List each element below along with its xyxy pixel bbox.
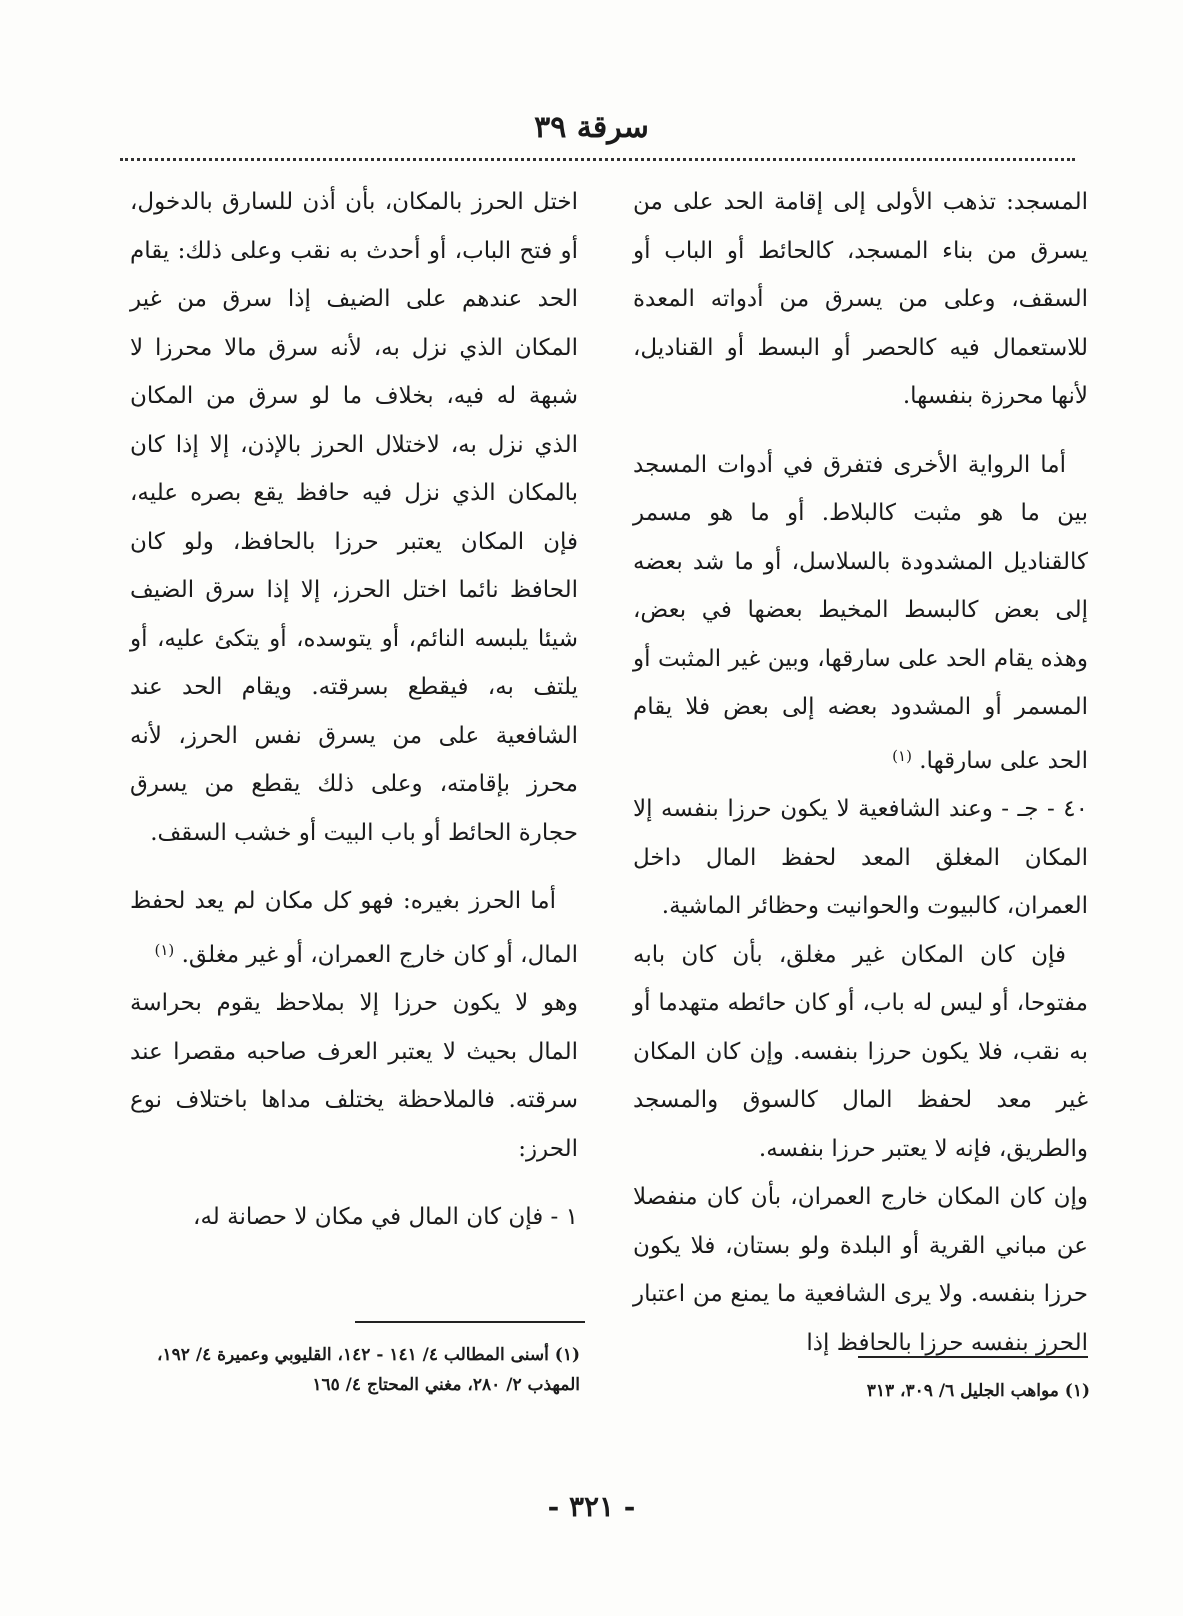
right-paragraph-2-text: أما الرواية الأخرى فتفرق في أدوات المسجد بين ما هو مثبت كالبلاط. أو ما هو مسمر كالقناديل المشدودة بالسلاسل، أو ما شد بعضه إلى بعض كالبسط المخيط بعضها في بعض، وهذه يقام الحد على سارقها، وبين غير المثبت أو المسمر أو المشدود بعضه إلى بعض فلا يقام الحد على سارقها.	[633, 451, 1088, 774]
left-paragraph-4: ١ - فإن كان المال في مكان لا حصانة له،	[193, 1204, 578, 1230]
footnote-rule-right	[858, 1356, 1088, 1358]
right-paragraph-5: وإن كان المكان خارج العمران، بأن كان منفصلا عن مباني القرية أو البلدة ولو بستان، فلا يكون حرزا بنفسه. ولا يرى الشافعية ما يمنع من اعتبار الحرز بنفسه حرزا بالحافظ إذا	[633, 1184, 1088, 1356]
footnote-ref-right: (١)	[892, 746, 912, 765]
footnote-rule-left	[355, 1321, 585, 1323]
left-paragraph-2-text: أما الحرز بغيره: فهو كل مكان لم يعد لحفظ المال، أو كان خارج العمران، أو غير مغلق.	[130, 888, 578, 968]
header-dotted-rule	[120, 158, 1075, 161]
right-paragraph-3: ٤٠ - جـ - وعند الشافعية لا يكون حرزا بنفسه إلا المكان المغلق المعد لحفظ المال داخل العمران، كالبيوت والحوانيت وحظائر الماشية.	[633, 796, 1088, 919]
left-paragraph-3: وهو لا يكون حرزا إلا بملاحظ يقوم بحراسة المال بحيث لا يعتبر العرف صاحبه مقصرا عند سرقته. فالملاحظة يختلف مداها باختلاف نوع الحرز:	[130, 990, 578, 1162]
running-header: سرقة ٣٩	[534, 110, 649, 145]
right-column	[633, 178, 1088, 1367]
right-paragraph-1: المسجد: تذهب الأولى إلى إقامة الحد على من يسرق من بناء المسجد، كالحائط أو الباب أو السقف، وعلى من يسرق من أدواته المعدة للاستعمال فيه كالحصر أو البسط أو القناديل، لأنها محرزة بنفسها.	[633, 189, 1088, 409]
right-paragraph-4: فإن كان المكان غير مغلق، بأن كان بابه مفتوحا، أو ليس له باب، أو كان حائطه متهدما أو به نقب، فلا يكون حرزا بنفسه. وإن كان المكان غير معد لحفظ المال كالسوق والمسجد والطريق، فإنه لا يعتبر حرزا بنفسه.	[633, 941, 1088, 1162]
footnote-ref-left: (١)	[154, 940, 175, 959]
left-paragraph-1: اختل الحرز بالمكان، بأن أذن للسارق بالدخول، أو فتح الباب، أو أحدث به نقب وعلى ذلك: يقام الحد عندهم على الضيف إذا سرق من غير المكان الذي نزل به، لأنه سرق مالا محرزا لا شبهة له فيه، بخلاف ما لو سرق من المكان الذي نزل به، لاختلال الحرز بالإذن، إلا إذا كان بالمكان الذي نزل فيه حافظ يقع بصره عليه، فإن المكان يعتبر حرزا بالحافظ، ولو كان الحافظ نائما اختل الحرز، إلا إذا سرق الضيف شيئا يلبسه النائم، أو يتوسده، أو يتكئ عليه، أو يلتف به، فيقطع بسرقته. ويقام الحد عند الشافعية على من يسرق نفس الحرز، لأنه محرز بإقامته، وعلى ذلك يقطع من يسرق حجارة الحائط أو باب البيت أو خشب السقف.	[130, 189, 578, 846]
footnote-right: (١) مواهب الجليل ٦/ ٣٠٩، ٣١٣	[866, 1381, 1090, 1401]
page-number: - ٣٢١ -	[547, 1490, 636, 1523]
right-paragraph-2	[633, 441, 1088, 786]
left-paragraph-2	[130, 877, 578, 979]
left-column	[130, 178, 578, 1242]
footnote-left: (١) أسنى المطالب ٤/ ١٤١ - ١٤٢، القليوبي وعميرة ٤/ ١٩٢، المهذب ٢/ ٢٨٠، مغني المحتاج ٤/ ١٦٥	[157, 1345, 580, 1395]
